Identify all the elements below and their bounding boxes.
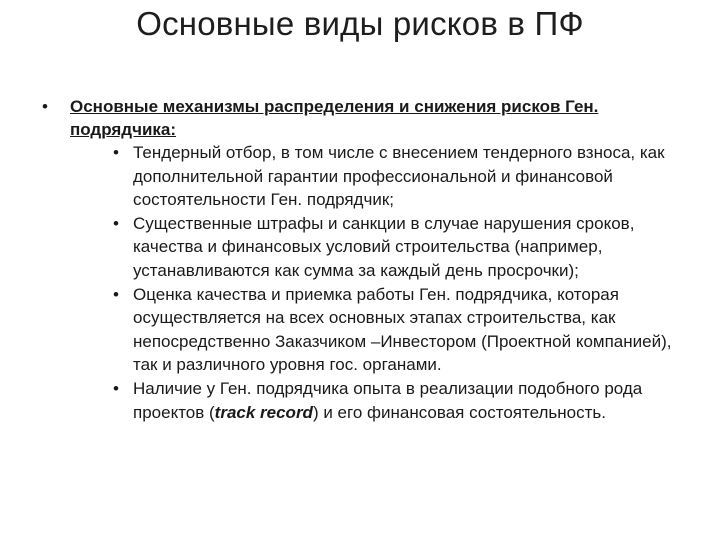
slide-title: Основные виды рисков в ПФ [136,5,584,42]
list-item-text-before: Наличие у Ген. подрядчика опыта в реализации подобного рода проектов ( [133,378,643,422]
bullet-dot-icon: • [113,284,119,304]
bullet-dot-icon: • [113,213,119,233]
list-item [113,283,684,377]
list-item [113,377,684,424]
bullet-dot-icon: • [113,143,119,162]
main-bullet-heading [42,95,680,141]
slide-content [0,95,720,424]
list-item-text: Тендерный отбор, в том числе с внесением тендерного взноса, как дополнительной гарантии профессиональной и финансовой состоятельности Ген. подрядчик; [133,143,665,210]
list-item-text-after: ) и его финансовая состоятельность. [312,402,606,422]
sub-bullet-list [0,141,720,424]
bullet-dot-icon: • [42,97,48,116]
list-item-emphasis: track record [214,402,313,422]
list-item [113,141,684,212]
bullet-dot-icon: • [113,378,119,398]
list-item [113,212,684,283]
list-item-text: Существенные штрафы и санкции в случае нарушения сроков, качества и финансовых условий строительства (например, устанавливаются как сумма за каждый день просрочки); [133,213,635,280]
heading-text: Основные механизмы распределения и снижения рисков Ген. подрядчика: [70,97,599,139]
list-item-text: Оценка качества и приемка работы Ген. подрядчика, которая осуществляется на всех основных этапах строительства, как непосредственно Заказчиком –Инвестором (Проектной компанией), так и различного уровня гос. органами. [133,284,672,375]
